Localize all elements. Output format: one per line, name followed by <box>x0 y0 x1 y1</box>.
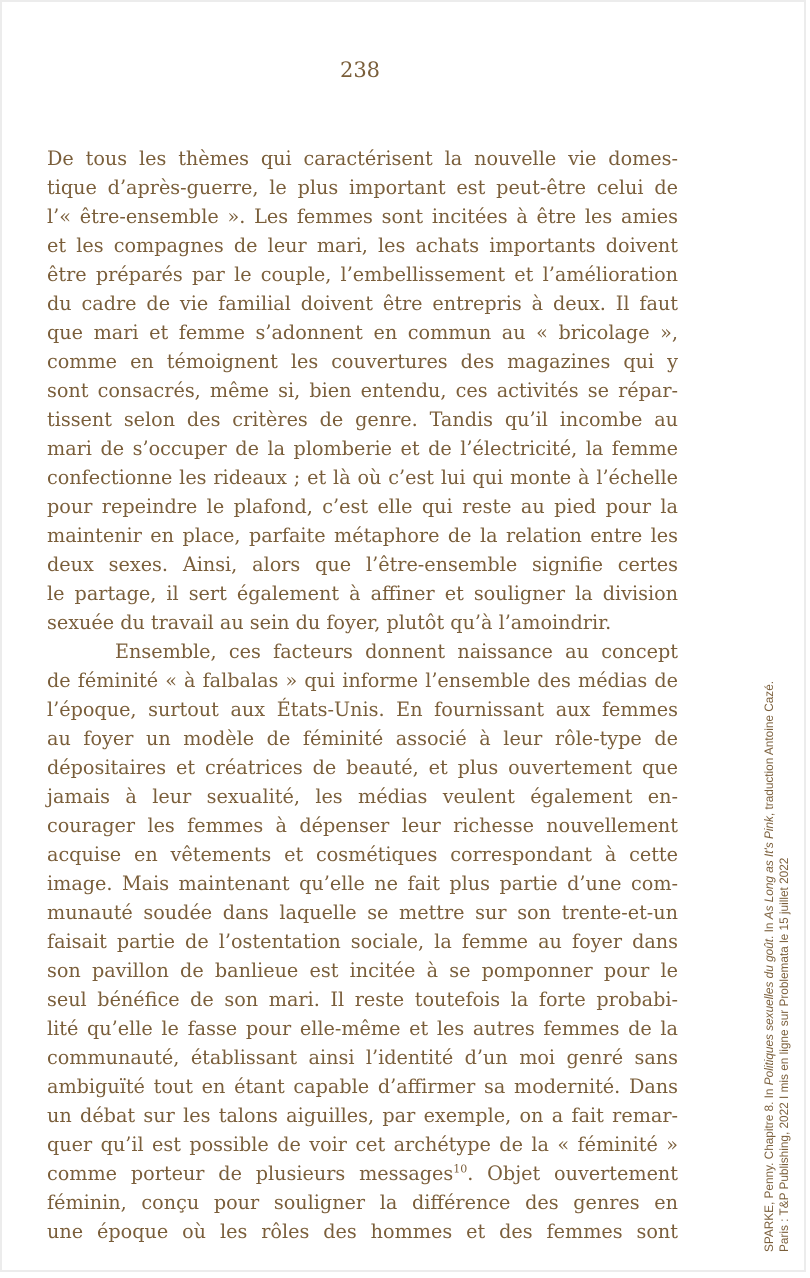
text-line: De tous les thèmes qui caractérisent la nouvelle vie domes- <box>47 147 678 170</box>
text-line: maintenir en place, parfaite métaphore de la relation entre les <box>47 524 678 547</box>
text-line: et les compagnes de leur mari, les achats importants doivent <box>47 234 678 257</box>
text-line: être préparés par le couple, l’embellissement et l’amélioration <box>47 263 678 286</box>
text-line: comme en témoignent les couvertures des magazines qui y <box>47 350 678 373</box>
footnote-reference[interactable]: 10 <box>453 1162 468 1176</box>
text-line: au foyer un modèle de féminité associé à leur rôle-type de <box>47 727 678 750</box>
text-line: quer qu’il est possible de voir cet archétype de la « féminité » <box>47 1133 678 1156</box>
text-line: image. Mais maintenant qu’elle ne fait plus partie d’une com- <box>47 872 678 895</box>
text-line-with-footnote <box>47 1159 678 1188</box>
text-line: acquise en vêtements et cosmétiques correspondant à cette <box>47 843 678 866</box>
page-number: 238 <box>339 58 381 82</box>
text-line: féminin, conçu pour souligner la différence des genres en <box>47 1191 678 1214</box>
text-line: tique d’après-guerre, le plus important est peut-être celui de <box>47 176 678 199</box>
text-line: l’« être-ensemble ». Les femmes sont incitées à être les amies <box>47 205 678 228</box>
text-line: tissent selon des critères de genre. Tandis qu’il incombe au <box>47 408 678 431</box>
text-line: courager les femmes à dépenser leur richesse nouvellement <box>47 814 678 837</box>
text-line: faisait partie de l’ostentation sociale, la femme au foyer dans <box>47 930 678 953</box>
text-line: que mari et femme s’adonnent en commun au « bricolage », <box>47 321 678 344</box>
text-line: lité qu’elle le fasse pour elle-même et les autres femmes de la <box>47 1017 678 1040</box>
citation-line-2: Paris : T&P Publishing, 2022 I mis en ligne sur Problemata le 15 juillet 2022 <box>777 857 791 1252</box>
text-line: seul bénéfice de son mari. Il reste toutefois la forte probabi- <box>47 988 678 1011</box>
text-line: ambiguïté tout en étant capable d’affirmer sa modernité. Dans <box>47 1075 678 1098</box>
text-line: pour repeindre le plafond, c’est elle qui reste au pied pour la <box>47 495 678 518</box>
text-line: mari de s’occuper de la plomberie et de l’électricité, la femme <box>47 437 678 460</box>
text-line: une époque où les rôles des hommes et des femmes sont <box>47 1220 678 1243</box>
text-line: dépositaires et créatrices de beauté, et plus ouvertement que <box>47 756 678 779</box>
text-line: deux sexes. Ainsi, alors que l’être-ensemble signifie certes <box>47 553 678 576</box>
text-line: son pavillon de banlieue est incitée à se pomponner pour le <box>47 959 678 982</box>
text-line: le partage, il sert également à affiner et souligner la division <box>47 582 678 605</box>
text-line: du cadre de vie familial doivent être entrepris à deux. Il faut <box>47 292 678 315</box>
text-line-end: . Objet ouvertement <box>467 1162 678 1185</box>
text-line: sont consacrés, même si, bien entendu, ces activités se répar- <box>47 379 678 402</box>
text-line: de féminité « à falbalas » qui informe l’ensemble des médias de <box>47 669 678 692</box>
text-line: confectionne les rideaux ; et là où c’est lui qui monte à l’échelle <box>47 466 678 489</box>
text-line: Ensemble, ces facteurs donnent naissance au concept <box>115 640 678 663</box>
citation-line-1: SPARKE, Penny. Chapitre 8. In Politiques sexuelles du goût. In As Long as It's Pink, traduction Antoine Cazé. <box>762 680 776 1252</box>
body-text <box>47 144 678 1246</box>
text-line-start: comme porteur de plusieurs messages <box>47 1162 454 1185</box>
text-line: un débat sur les talons aiguilles, par exemple, on a fait remar- <box>47 1104 678 1127</box>
text-line: l’époque, surtout aux États-Unis. En fournissant aux femmes <box>47 698 678 721</box>
text-line: communauté, établissant ainsi l’identité d’un moi genré sans <box>47 1046 678 1069</box>
citation-side-note <box>762 352 792 1252</box>
text-line: sexuée du travail au sein du foyer, plutôt qu’à l’amoindrir. <box>47 611 612 634</box>
text-line: munauté soudée dans laquelle se mettre sur son trente-et-un <box>47 901 678 924</box>
text-line: jamais à leur sexualité, les médias veulent également en- <box>47 785 678 808</box>
